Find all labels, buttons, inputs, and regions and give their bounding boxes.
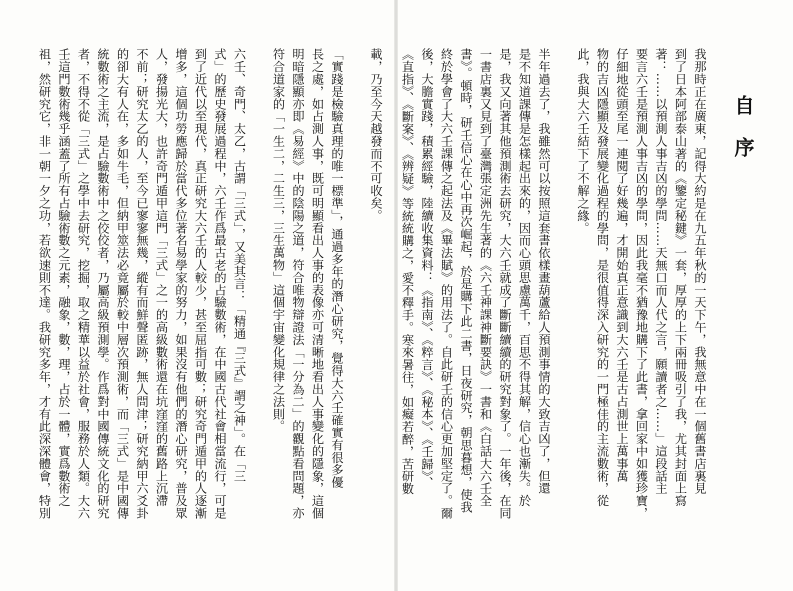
text-column: 壬這門數術幾乎涵蓋了所有占驗術數之元素，融象，數，理，占於一體，實爲數術之 [57, 48, 71, 507]
text-column: 的卻大有人在，多如牛毛，但納甲筮法必竟屬於較中層次預測術，而「三式」是中國傳 [115, 48, 130, 520]
text-column: 祖，然研究它，非一朝一夕之功，若欲速則不達。我研究多年，才有此深深體會，特別 [37, 48, 52, 520]
text-column: 載，乃至今天越發而不可收矣。 [369, 48, 383, 222]
text-column: 著：……以預測人事吉凶的學問……天無口而人代之言，願讀者之……」這段話主 [654, 48, 668, 495]
text-column: 終於學會了大六壬課傳之起法及《畢法賦》的用法了。自此研壬的信心更加堅定了。爾 [439, 48, 454, 520]
text-column: 明暗隱顯亦即《易經》中的陰陽之道，符合唯物辯證法「一分為二」的觀點看問題，亦 [291, 48, 305, 520]
text-column: 仔細地從頭至尾一連閱了好幾遍，才開始真正意識到大六壬是古占測世上萬事萬 [615, 48, 629, 482]
text-column: 式」的歷史發展過程中，六壬作爲最古老的占驗數術，在中國古代社會相當流行，可是 [213, 48, 227, 520]
text-column: 符合道家的「一生二，二生三，三生萬物」這個宇宙變化規律之法則。 [271, 48, 286, 433]
text-column: 是，我又向著其他預測術去研究，大六壬就成了斷斷續續的研究對象了。一年後，在同 [498, 48, 512, 520]
page-title: 自序 [731, 95, 755, 179]
text-column: 到了日本阿部泰山著的《鑒定秘鍵》一套，厚厚的上下兩冊吸引了我，尤其封面上寫 [673, 48, 688, 507]
text-column: 我那時正在廣東，記得大約是在九五年秋的一天下午，我無意中在一個舊書店裏見 [693, 48, 707, 495]
text-column: 後，大膽實踐，積累經驗，陸續收集資料：《指南》、《粹言》、《秘本》、《壬歸》、 [420, 48, 434, 489]
text-column: 到了近代以至現代，真正研究大六壬的人較少，甚至屈指可數；研究奇門遁甲的人逐漸 [193, 48, 208, 520]
right-page-text [400, 48, 709, 568]
text-column: 不前；研究太乙的人，至今已寥寥無幾，縱有而鮮聲匿跡，無人問津；研究納甲六爻卦 [135, 48, 149, 520]
text-column: 《直指》、《斷案》、《辨疑》等統統購之，愛不釋手。寒來暑往，如癡若醉，苦研數 [400, 48, 415, 495]
text-column: 六壬、奇門、太乙，古謂「三式」，又美其言：「精通『三式』謂之神」。在「三 [232, 48, 247, 483]
text-column: 一書店裏又見到了臺灣張定洲先生著的《六壬神課神斷要訣》一書和《白話大六壬全 [478, 48, 493, 507]
text-column [249, 48, 269, 568]
text-column: 人，發揚光大，也許奇門遁甲這門「三式」之一的高級數術還在坑窪窪的舊路上沉滯 [154, 48, 169, 507]
text-column: 是不知道課傳是怎樣起出來的，因而心頭思慮萬千，百思不得其解，信心也漸失。於 [517, 48, 532, 507]
text-column: 此，我與大六壬結下了不解之緣。 [576, 48, 590, 234]
text-column: 統數術之主流，是占驗數術中之佼佼者，乃屬高級預測學。作爲對中國傳統文化的研究 [96, 48, 110, 520]
text-column: 半年過去了，我雖然可以按照這套書依樣畫葫蘆給人預測事情的大致吉凶了，但還 [537, 48, 551, 495]
text-column [346, 48, 366, 568]
text-column: 增多，這個功勞應歸於當代多位著名易學家的努力，如果沒有他們的潛心研究，普及眾 [174, 48, 188, 520]
text-column: 長之處，如占測人事，既可明顯看出人事的表像亦可清晰地看出人事變化的隱象，這個 [310, 48, 325, 520]
text-column: 者，不得不從「三式」之學中去研究，挖掘，取之精華以益於社會，服務於人類。大六 [76, 48, 91, 520]
text-column: 物的吉凶隱顯及發展變化過程的學問，是很值得深入研究的一門極佳的主流數術，從 [595, 48, 610, 507]
text-column: 要言六壬是預測人事吉凶的學問，因此我毫不猶豫地購下了此書，拿回家中如獲珍寶， [634, 48, 649, 520]
text-column: 書》。頓時，研壬信心在心中再次崛起，於是購下此二書，日夜研究，朝思暮想，使我 [459, 48, 473, 514]
text-column [553, 48, 573, 568]
text-column: 「實踐是檢驗真理的唯一標準」，通過多年的潛心研究，覺得大六壬確實有很多優 [330, 48, 344, 489]
left-page-text [33, 48, 385, 568]
